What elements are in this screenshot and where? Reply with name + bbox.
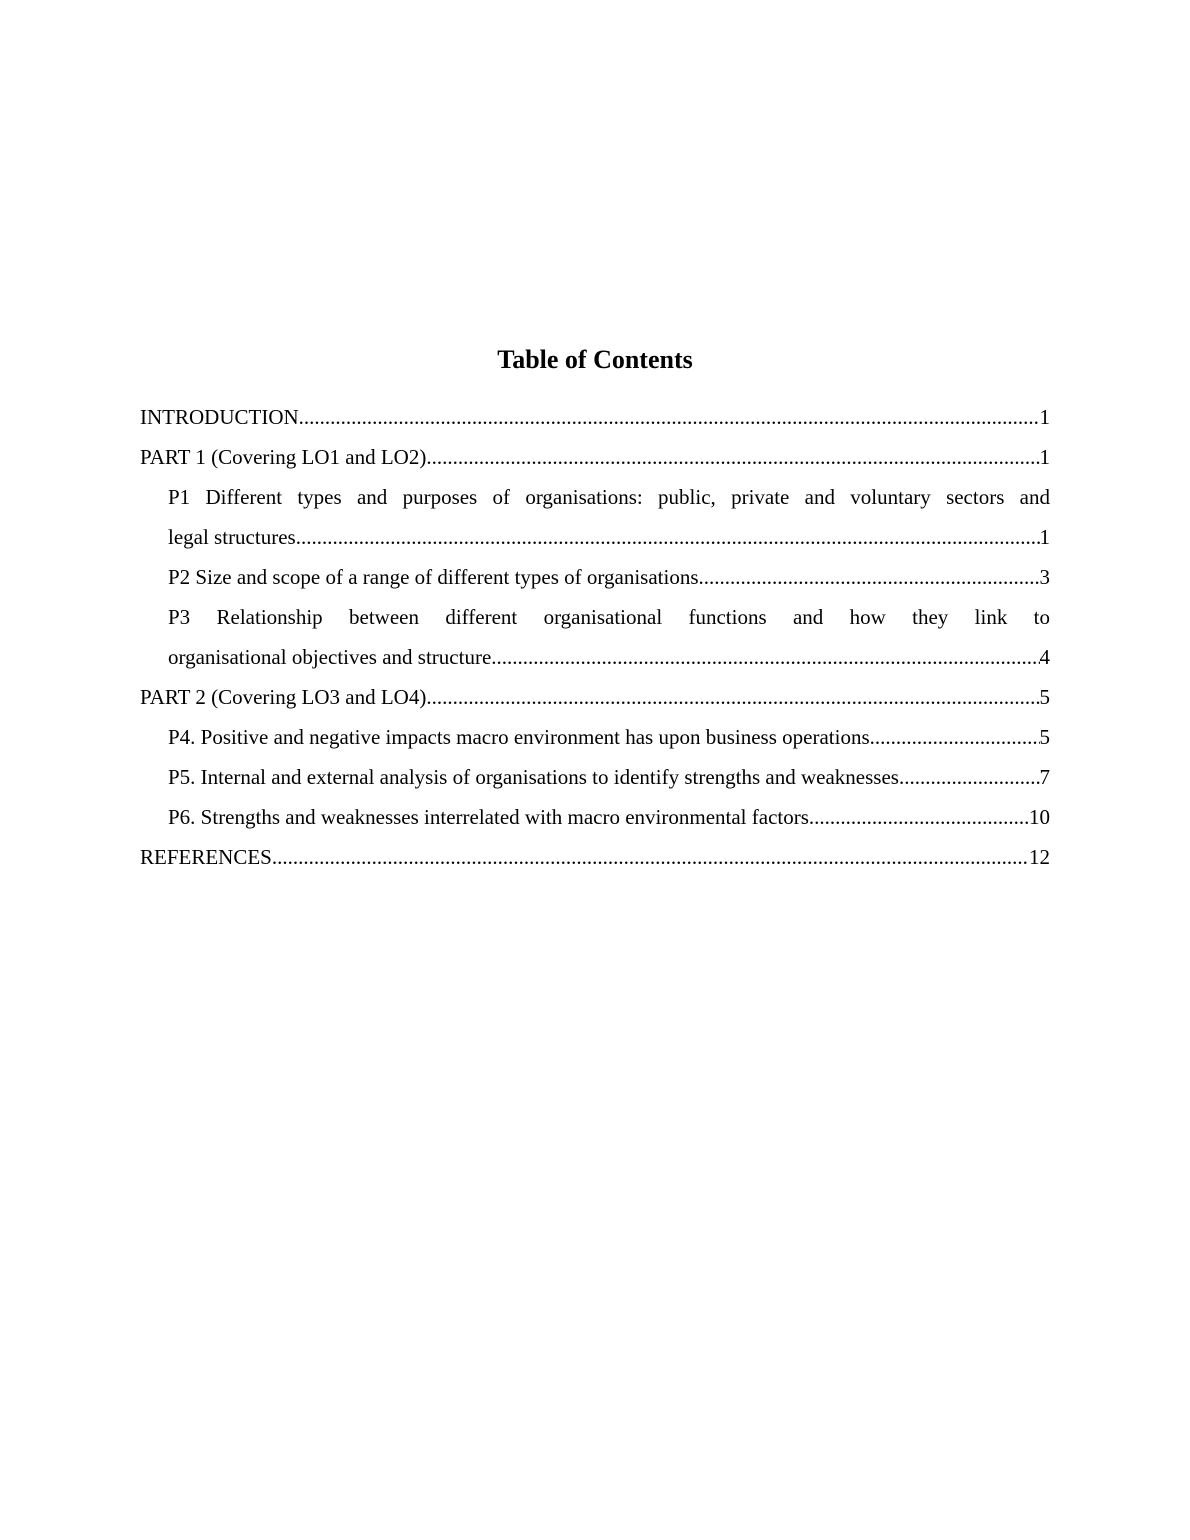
toc-page-number: 3 — [1039, 565, 1050, 589]
toc-entry-p6[interactable] — [140, 797, 1050, 837]
toc-entry-part-2[interactable] — [140, 677, 1050, 717]
toc-entry-introduction[interactable] — [140, 397, 1050, 437]
toc-entry-text-line1: P3 Relationship between different organisational functions and how they link to — [168, 605, 1050, 629]
dot-leader — [809, 797, 1029, 837]
dot-leader — [699, 557, 1040, 597]
toc-entry-p1[interactable] — [140, 477, 1050, 557]
toc-entry-p5[interactable] — [140, 757, 1050, 797]
toc-page-number: 4 — [1039, 645, 1050, 669]
toc-entry-p3[interactable] — [140, 597, 1050, 677]
toc-entry-text: legal structures — [168, 525, 296, 549]
toc-entry-references[interactable] — [140, 837, 1050, 877]
dot-leader — [899, 757, 1040, 797]
toc-entry-text: PART 1 (Covering LO1 and LO2) — [140, 445, 427, 469]
dot-leader — [426, 677, 1039, 717]
toc-entry-text: INTRODUCTION — [140, 405, 299, 429]
toc-page-number: 5 — [1039, 685, 1050, 709]
toc-page-number: 1 — [1039, 405, 1050, 429]
toc-entry-text: P5. Internal and external analysis of organisations to identify strengths and weaknesses — [168, 765, 899, 789]
toc-page-number: 1 — [1039, 445, 1050, 469]
toc-entry-text: P6. Strengths and weaknesses interrelated with macro environmental factors — [168, 805, 809, 829]
dot-leader — [870, 717, 1040, 757]
toc-title: Table of Contents — [497, 345, 693, 374]
toc-page-number: 1 — [1039, 525, 1050, 549]
dot-leader — [272, 837, 1029, 877]
toc-page-number: 7 — [1039, 765, 1050, 789]
toc-entry-text: organisational objectives and structure — [168, 645, 492, 669]
toc-entry-p4[interactable] — [140, 717, 1050, 757]
dot-leader — [296, 517, 1040, 557]
toc-entry-text: P2 Size and scope of a range of different types of organisations — [168, 565, 699, 589]
toc-page-number: 5 — [1039, 725, 1050, 749]
toc-page-number: 12 — [1029, 845, 1050, 869]
toc-entry-text-line1: P1 Different types and purposes of organisations: public, private and voluntary sectors and — [168, 485, 1050, 509]
toc-entry-part-1[interactable] — [140, 437, 1050, 477]
toc-entry-p2[interactable] — [140, 557, 1050, 597]
toc-entry-text: P4. Positive and negative impacts macro environment has upon business operations — [168, 725, 870, 749]
toc-list — [140, 397, 1050, 877]
dot-leader — [426, 437, 1039, 477]
toc-entry-text: REFERENCES — [140, 845, 272, 869]
dot-leader — [299, 397, 1040, 437]
toc-entry-text: PART 2 (Covering LO3 and LO4) — [140, 685, 427, 709]
toc-page-number: 10 — [1029, 805, 1050, 829]
dot-leader — [491, 637, 1039, 677]
